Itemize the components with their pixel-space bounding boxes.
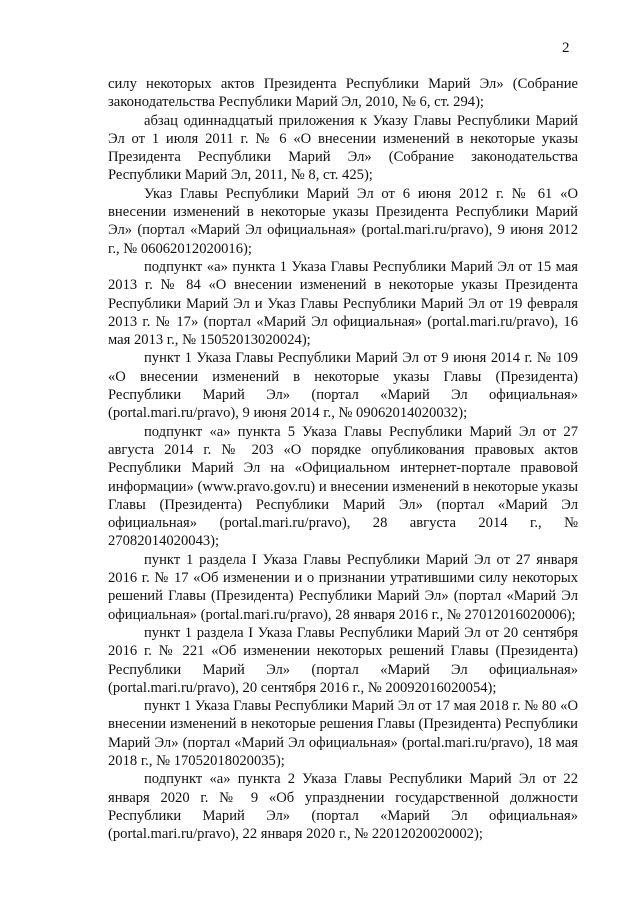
paragraph-10: подпункт «а» пункта 2 Указа Главы Республики Марий Эл от 22 января 2020 г. № 9 «Об упразднении государственной должности Республики Марий Эл» (портал «Марий Эл официальная» (portal.mari.ru/pravo), 22 января 2020 г., № 22012020020002); [108,771,578,843]
page-number: 2 [562,40,570,56]
paragraph-9: пункт 1 Указа Главы Республики Марий Эл от 17 мая 2018 г. № 80 «О внесении изменений в некоторые решения Главы (Президента) Республики Марий Эл» (портал «Марий Эл официальная» (portal.mari.ru/pravo), 18 мая 2018 г., № 17052018020035); [108,698,578,769]
paragraph-1: силу некоторых актов Президента Республики Марий Эл» (Собрание законодательства Республики Марий Эл, 2010, № 6, ст. 294); [108,76,578,111]
paragraph-7: пункт 1 раздела I Указа Главы Республики Марий Эл от 27 января 2016 г. № 17 «Об изменении и о признании утратившими силу некоторых решений Главы (Президента) Республики Марий Эл» (портал «Марий Эл официальная» (portal.mari.ru/pravo), 28 января 2016 г., № 27012016020006); [108,551,578,623]
paragraph-3: Указ Главы Республики Марий Эл от 6 июня 2012 г. № 61 «О внесении изменений в некоторые указы Президента Республики Марий Эл» (портал «Марий Эл официальная» (portal.mari.ru/pravo), 9 июня 2012 г., № 06062012020016); [108,185,578,257]
paragraph-8: пункт 1 раздела I Указа Главы Республики Марий Эл от 20 сентября 2016 г. № 221 «Об изменении некоторых решений Главы (Президента) Республики Марий Эл» (портал «Марий Эл официальная» (portal.mari.ru/pravo), 20 сентября 2016 г., № 20092016020054); [108,624,578,696]
paragraph-6: подпункт «а» пункта 5 Указа Главы Республики Марий Эл от 27 августа 2014 г. № 203 «О порядке опубликования правовых актов Республики Марий Эл на «Официальном интернет-портале правовой информации» (www.pravo.gov.ru) и внесении изменений в некоторые указы Главы (Президента) Республики Марий Эл» (портал «Марий Эл официальная» (portal.mari.ru/pravo), 28 августа 2014 г., № 27082014020043); [108,423,578,550]
document-body [108,75,578,843]
paragraph-5: пункт 1 Указа Главы Республики Марий Эл от 9 июня 2014 г. № 109 «О внесении изменений в некоторые указы Главы (Президента) Республики Марий Эл» (портал «Марий Эл официальная» (portal.mari.ru/pravo), 9 июня 2014 г., № 09062014020032); [108,350,578,422]
paragraph-4: подпункт «а» пункта 1 Указа Главы Республики Марий Эл от 15 мая 2013 г. № 84 «О внесении изменений в некоторые указы Президента Республики Марий Эл и Указ Главы Республики Марий Эл от 19 февраля 2013 г. № 17» (портал «Марий Эл официальная» (portal.mari.ru/pravo), 16 мая 2013 г., № 15052013020024); [108,258,578,349]
paragraph-2: абзац одиннадцатый приложения к Указу Главы Республики Марий Эл от 1 июля 2011 г. № 6 «О внесении изменений в некоторые указы Президента Республики Марий Эл» (Собрание законодательства Республики Марий Эл, 2011, № 8, ст. 425); [108,112,578,184]
